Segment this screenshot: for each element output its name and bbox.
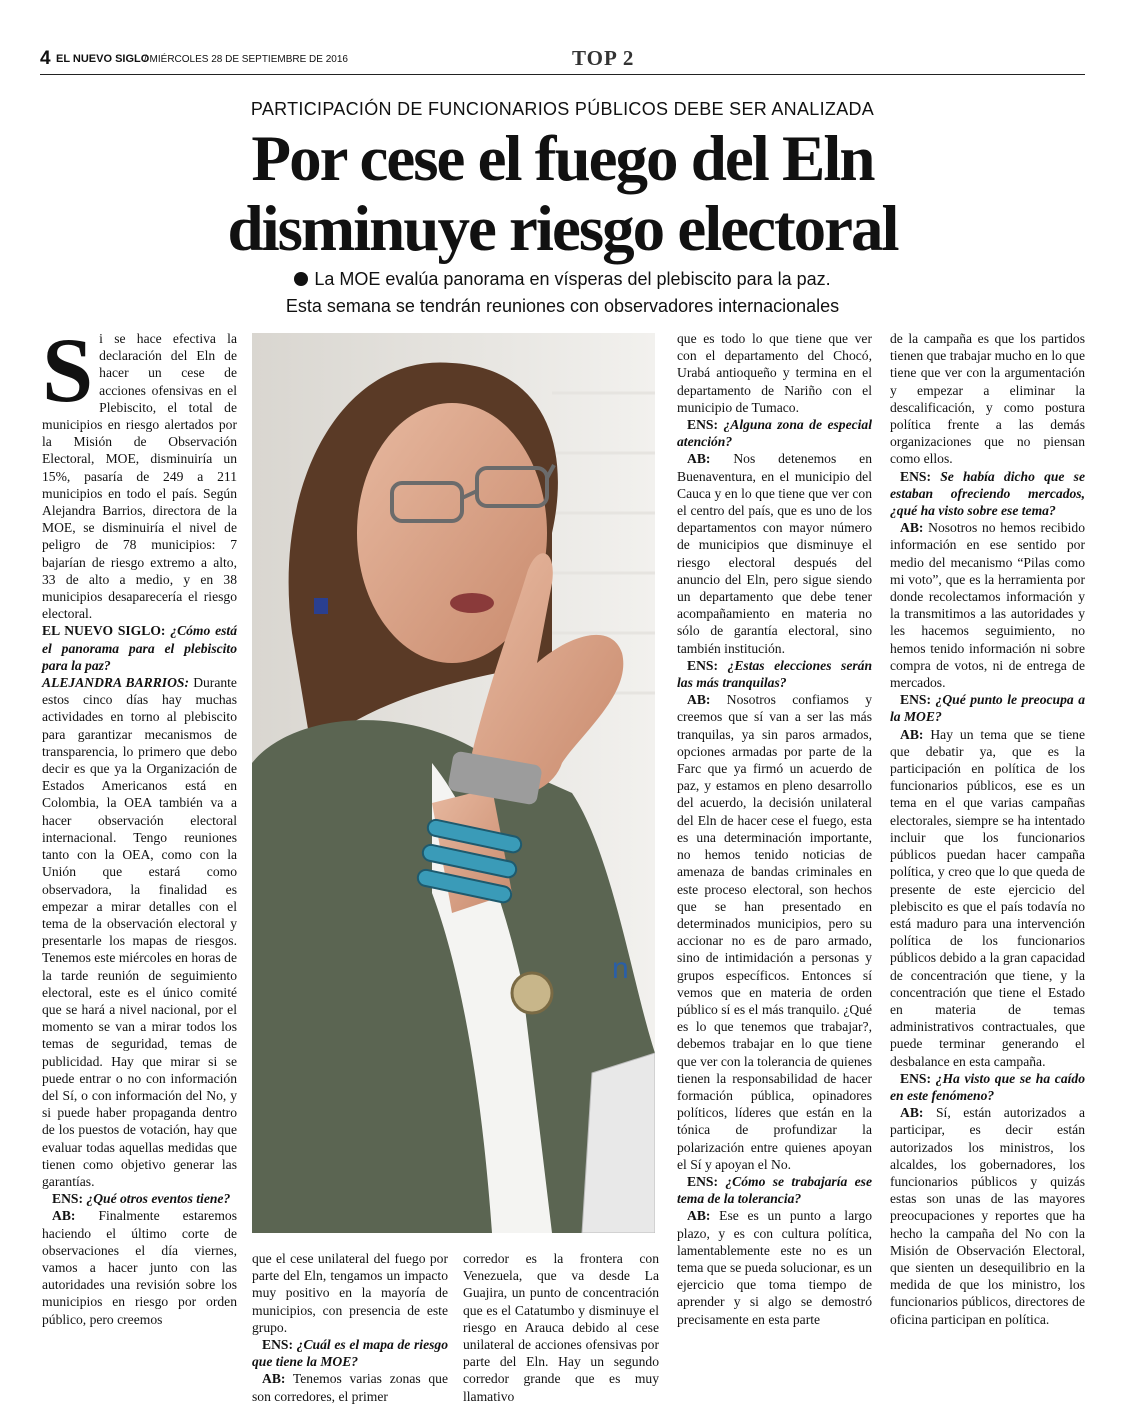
subhead bbox=[0, 266, 1125, 320]
answer-label: AB: bbox=[900, 726, 924, 742]
question-label: ENS: bbox=[687, 1173, 718, 1189]
column-3 bbox=[463, 1250, 659, 1405]
column-4 bbox=[677, 330, 872, 1328]
answer-label: AB: bbox=[262, 1371, 286, 1387]
column-1 bbox=[42, 319, 238, 1328]
question-text: ¿Ha visto que se ha caído en este fenómeno? bbox=[890, 1070, 1085, 1103]
headline bbox=[0, 124, 1125, 264]
question-label: ENS: bbox=[52, 1191, 83, 1207]
page-number: 4 bbox=[40, 48, 51, 69]
paragraph: de la campaña es que los partidos tienen que trabajar mucho en lo que tiene que ver con la argumentación y empezar a eliminar la descalificación, y como postura política frente a las demás organizaciones que no piensan como ellos. bbox=[890, 331, 1085, 467]
question-text: ¿Estas elecciones serán las más tranquilas? bbox=[677, 657, 873, 691]
column-5 bbox=[890, 330, 1085, 1328]
answer-text: Hay un tema que se tiene que debatir ya, que es la participación en política de los funcionarios públicos, ese es un tema en el que varias campañas electorales, siempre se ha intentado incluir que los funcionarios públicos puedan hacer campaña política, y creo que lo que queda de presente de este ejercicio del plebiscito es que el país todavía no está maduro para una intervención política de los funcionarios públicos debido a la gran capacidad de concentración que tiene, y la concentración que tiene el Estado en materia de temas administrativos contractuales, que puede terminar generando el desbalance en esta campaña. bbox=[890, 726, 1085, 1069]
question-text: ¿Qué otros eventos tiene? bbox=[86, 1191, 231, 1207]
question-label: ENS: bbox=[262, 1337, 293, 1353]
question-text: ¿Qué punto le preocupa a la MOE? bbox=[890, 692, 1085, 725]
answer-label: AB: bbox=[900, 520, 924, 536]
question-text: Se había dicho que se estaban ofreciendo mercados, ¿qué ha visto sobre ese tema? bbox=[890, 468, 1085, 519]
question-label: ENS: bbox=[900, 692, 931, 708]
intro-paragraph: i se hace efectiva la declaración del Eln de hacer un cese de acciones ofensivas en el Plebiscito, el total de municipios en riesgo alertados por la Misión de Observación Electoral, MOE, disminuiría un 15%, pasaría de 249 a 211 municipios en todo el país. Según Alejandra Barrios, directora de la MOE, se disminuiría el nivel de peligro de 78 municipios: 7 bajarían de riesgo extremo a alto, 33 de alto a medio, y en 38 municipios desaparecería el riesgo electoral. bbox=[42, 331, 237, 622]
question-text: ¿Cuál es el mapa de riesgo que tiene la MOE? bbox=[252, 1337, 448, 1370]
question-text: ¿Alguna zona de especial atención? bbox=[677, 417, 872, 450]
question-label: EL NUEVO SIGLO: bbox=[42, 623, 166, 639]
question-label: ENS: bbox=[687, 657, 718, 673]
issue-date: / MIÉRCOLES 28 DE SEPTIEMBRE DE 2016 bbox=[144, 54, 348, 65]
subhead-line-2: Esta semana se tendrán reuniones con observadores internacionales bbox=[285, 296, 840, 316]
answer-label: ALEJANDRA BARRIOS: bbox=[42, 675, 189, 691]
question-text: ¿Cómo se trabajaría ese tema de la tolerancia? bbox=[677, 1173, 872, 1207]
woman-portrait-photo-icon bbox=[252, 333, 655, 1233]
answer-text: Finalmente estaremos haciendo el último corte de observaciones el día viernes, vamos a hacer junto con las autoridades una revisión sobre los municipios en riesgo por orden público, pero creemos bbox=[42, 1208, 237, 1327]
question-label: ENS: bbox=[900, 468, 931, 484]
kicker: PARTICIPACIÓN DE FUNCIONARIOS PÚBLICOS DEBE SER ANALIZADA bbox=[250, 99, 875, 119]
column-2 bbox=[252, 1250, 448, 1405]
answer-label: AB: bbox=[687, 1208, 711, 1224]
question-label: ENS: bbox=[687, 417, 718, 433]
answer-text: Nosotros confiamos y creemos que sí van a ser las más tranquilas, ya sin paros armados, opciones armadas por parte de la Farc que ya firmó un acuerdo de paz, y estamos en pleno desarrollo del acuerdo, la decisión unilateral del Eln de hacer cese el fuego, esta es una determinación importante, no hemos tenido noticias de amenaza de bandas criminales en este proceso electoral, son hechos que se han presentado en determinados municipios, pero su accionar no es de paro armado, sino de intimidación a personas y grupos específicos. Entonces sí vemos que en materia de orden público sí es el más tranquilo. ¿Qué es lo que tenemos que trabajar?, debemos trabajar en lo que tiene que ver con la tolerancia de quienes tienen la responsabilidad de hacer formación pública, opinadores políticos, líderes que están en la tónica de profundizar la polarización entre quienes apoyan el Sí y apoyan el No. bbox=[677, 692, 872, 1172]
answer-text: Tenemos varias zonas que son corredores, el primer bbox=[252, 1371, 448, 1404]
subhead-line-1: La MOE evalúa panorama en vísperas del plebiscito para la paz. bbox=[314, 269, 831, 289]
answer-label: AB: bbox=[687, 451, 711, 467]
answer-label: AB: bbox=[900, 1105, 924, 1121]
answer-text: Nosotros no hemos recibido información en ese sentido por medio del mecanismo “Pilas como mi voto”, que es la herramienta por donde recolectamos información y la transmitimos a las autoridades y les hacemos seguimiento, no hemos tenido información ni sobre compra de votos, ni de entrega de mercados. bbox=[890, 520, 1085, 691]
headline-line-1: Por cese el fuego del Eln bbox=[251, 123, 874, 195]
question-text: ¿Cómo está el panorama para el plebiscito para la paz? bbox=[42, 623, 238, 673]
answer-label: AB: bbox=[687, 692, 711, 708]
answer-text: Nos detenemos en Buenaventura, en el municipio del Cauca y en lo que tiene que ver con el centro del país, que es uno de los departamentos con mayor número de municipios que disminuye el riesgo electoral después del anuncio del Eln, pero sigue siendo un departamento que debe tener acompañamiento en materia no sólo de garantía electoral, sino también institución. bbox=[677, 451, 872, 656]
drop-cap: S bbox=[42, 319, 94, 421]
answer-text: Ese es un punto a largo plazo, y es con cultura política, lamentablemente este no es un tema que se pueda solucionar, es un ejercicio que toma tiempo de aprender y si algo se demostró precisamente en esta parte bbox=[677, 1208, 872, 1327]
newspaper-name: EL NUEVO SIGLO bbox=[56, 53, 150, 65]
answer-label: AB: bbox=[52, 1208, 76, 1224]
page-header bbox=[40, 48, 1085, 75]
question-label: ENS: bbox=[900, 1070, 931, 1086]
paragraph: corredor es la frontera con Venezuela, que va desde La Guajira, un punto de concentración que es el Catatumbo y disminuye el riesgo en Arauca debido al cese unilateral de acciones ofensivas por parte del Eln. Hay un segundo corredor grande que es muy llamativo bbox=[463, 1251, 659, 1404]
shirt-text: n bbox=[612, 952, 629, 985]
paragraph: que es todo lo que tiene que ver con el departamento del Chocó, Urabá antioqueño y termina en el departamento de Nariño con el municipio de Tumaco. bbox=[677, 331, 872, 415]
article-photo bbox=[252, 333, 655, 1233]
answer-text: Sí, están autorizados a participar, es decir están autorizados los ministros, los alcaldes, los gobernadores, los funcionarios públicos y quizás estas son unas de las mayores preocupaciones y reportes que ha hecho la campaña del No con la Misión de Observación Electoral, que sienten un desequilibrio en la medida de que los ministro, los funcionarios públicos, directores de oficina participan en política. bbox=[890, 1105, 1085, 1327]
answer-text: Durante estos cinco días hay muchas actividades en torno al plebiscito para garantizar mecanismos de transparencia, lo primero que debo decir es que ya la Organización de Estados Americanos está en Colombia, la OEA también va a hacer observación electoral internacional. Tengo reuniones tanto con la OEA, como con la Unión que estará como observadora, la finalidad es empezar a mirar detalles con el tema de la observación electoral y presentarle los mapas de riesgos. Tenemos este miércoles en horas de la tarde reunión de seguimiento electoral, este es el único comité que se hará a nivel nacional, por el momento se van a mirar todos los temas de seguridad, temas de publicidad. Hay que mirar si se puede entrar o no con información del Sí, o con información del No, y si puede haber propaganda dentro de los puestos de votación, hay que evaluar todas aquellas medidas que tienen como objetivo generar las garantías. bbox=[42, 675, 237, 1189]
section-title: TOP 2 bbox=[572, 46, 635, 70]
headline-line-2: disminuye riesgo electoral bbox=[227, 193, 898, 265]
bullet-icon bbox=[294, 272, 308, 286]
paragraph: que el cese unilateral del fuego por parte del Eln, tengamos un impacto muy positivo en la mayoría de municipios, con presencia de este grupo. bbox=[252, 1251, 448, 1335]
